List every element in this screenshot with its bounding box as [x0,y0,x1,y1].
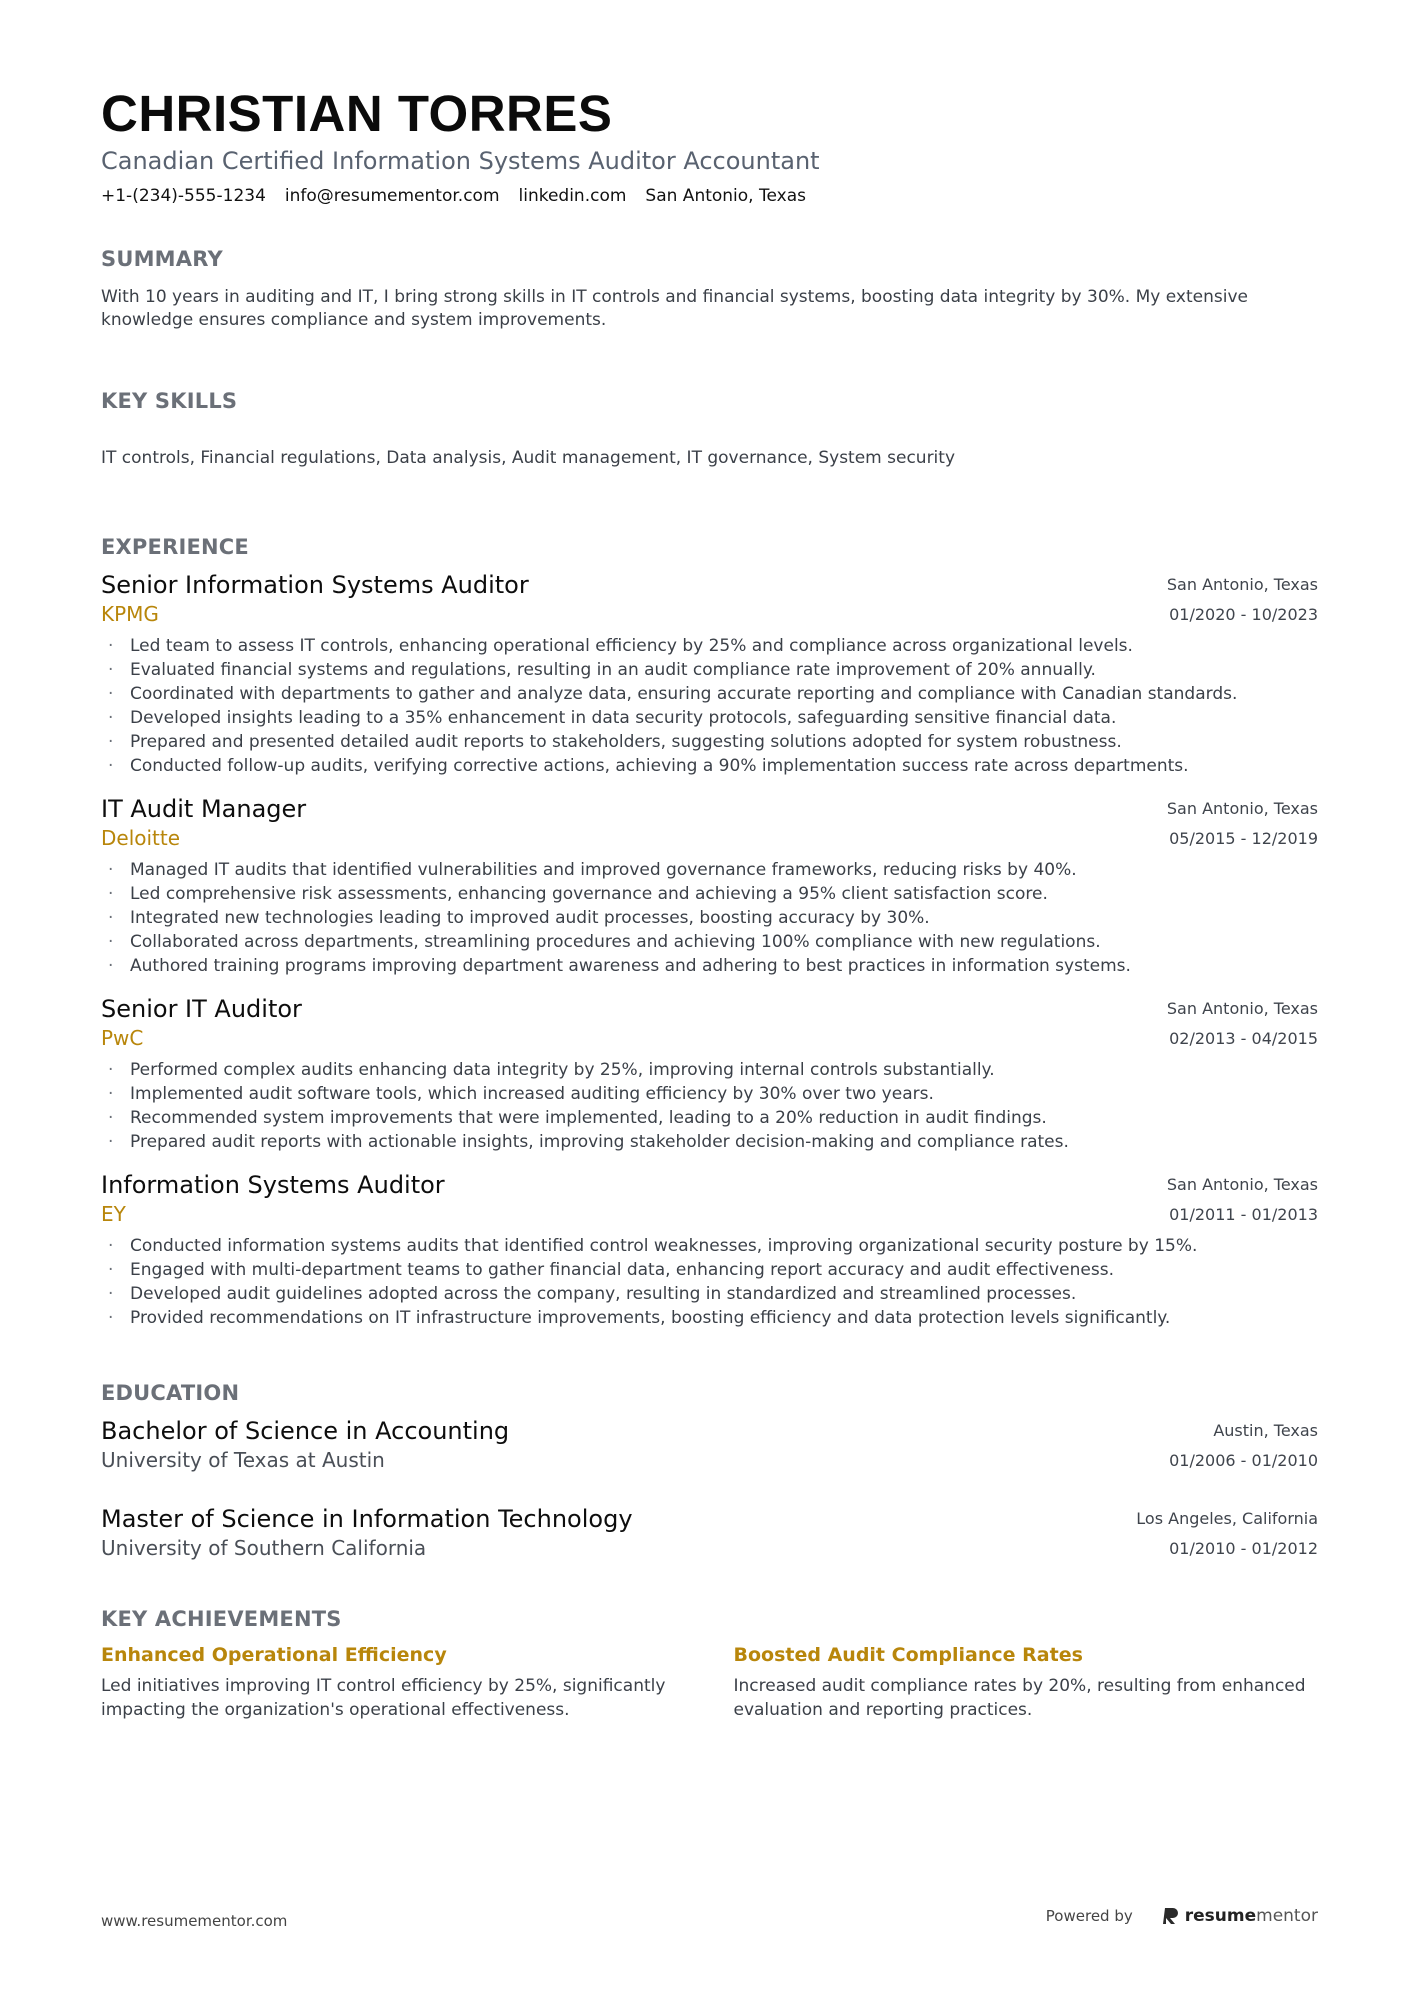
bullet-item: · Engaged with multi-department teams to gather financial data, enhancing report accuracy and audit effectiveness. [101,1258,1318,1282]
job-title: Senior Information Systems Auditor [101,571,529,599]
bullet-item: · Provided recommendations on IT infrastructure improvements, boosting efficiency and data protection levels significantly. [101,1306,1318,1330]
bullet-item: · Coordinated with departments to gather and analyze data, ensuring accurate reporting and compliance with Canadian standards. [101,682,1318,706]
job-location: San Antonio, Texas [1166,999,1318,1018]
school-name: University of Texas at Austin [101,1448,385,1472]
degree-title: Master of Science in Information Technology [101,1505,633,1533]
section-title-skills: KEY SKILLS [101,389,238,413]
bullet-item: · Authored training programs improving department awareness and adhering to best practices in information systems. [101,954,1318,978]
achievement-item [734,1642,1319,1722]
achievement-text: Increased audit compliance rates by 20%, resulting from enhanced evaluation and reporting practices. [733,1676,1306,1720]
candidate-name: CHRISTIAN TORRES [101,85,613,142]
job-bullets [101,634,1318,778]
job-bullets [101,858,1318,978]
job-dates: 05/2015 - 12/2019 [1169,829,1318,848]
achievement-title: Boosted Audit Compliance Rates [733,1644,1083,1666]
achievement-text: Led initiatives improving IT control efficiency by 25%, significantly impacting the organization's operational effectiveness. [101,1676,666,1720]
footer-website[interactable]: www.resumementor.com [101,1912,288,1930]
degree-title: Bachelor of Science in Accounting [101,1417,510,1445]
resumementor-logo-icon [1163,1907,1179,1925]
achievements-section [101,1606,1318,1722]
bullet-item: · Collaborated across departments, streamlining procedures and achieving 100% compliance with new regulations. [101,930,1318,954]
bullet-item: · Developed insights leading to a 35% enhancement in data security protocols, safeguarding sensitive financial data. [101,706,1318,730]
bullet-item: · Prepared and presented detailed audit reports to stakeholders, suggesting solutions adopted for system robustness. [101,730,1318,754]
education-dates: 01/2006 - 01/2010 [1169,1451,1318,1470]
summary-text: With 10 years in auditing and IT, I bring strong skills in IT controls and financial systems, boosting data integrity by 30%. My extensive knowledge ensures compliance and system improvements. [101,287,1248,330]
education-section [101,1380,1318,1564]
job-entry [101,570,1318,778]
job-location: San Antonio, Texas [1166,1175,1318,1194]
education-location: Austin, Texas [1213,1421,1318,1440]
summary-section [101,246,1318,332]
job-location: San Antonio, Texas [1166,575,1318,594]
section-title-education: EDUCATION [101,1381,240,1405]
company-name: EY [101,1202,126,1226]
linkedin[interactable]: linkedin.com [518,186,627,206]
section-title-experience: EXPERIENCE [101,535,249,559]
job-entry [101,994,1318,1154]
bullet-item: · Conducted information systems audits that identified control weaknesses, improving organizational security posture by 15%. [101,1234,1318,1258]
company-name: PwC [101,1026,144,1050]
bullet-item: · Evaluated financial systems and regulations, resulting in an audit compliance rate improvement of 20% annually. [101,658,1318,682]
brand-logo[interactable] [1163,1906,1318,1926]
job-bullets [101,1058,1318,1154]
experience-section [101,534,1318,1330]
education-location: Los Angeles, California [1136,1509,1318,1528]
bullet-item: · Conducted follow-up audits, verifying corrective actions, achieving a 90% implementation success rate across departments. [101,754,1318,778]
powered-by-label: Powered by [1045,1907,1133,1925]
bullet-item: · Managed IT audits that identified vulnerabilities and improved governance frameworks, reducing risks by 40%. [101,858,1318,882]
achievement-title: Enhanced Operational Efficiency [101,1644,447,1666]
section-title-summary: SUMMARY [101,247,223,271]
bullet-item: · Developed audit guidelines adopted across the company, resulting in standardized and streamlined processes. [101,1282,1318,1306]
achievements-grid [101,1642,1318,1722]
section-title-achievements: KEY ACHIEVEMENTS [101,1607,342,1631]
resume-content [101,84,1318,1722]
education-entry [101,1504,1318,1564]
location: San Antonio, Texas [645,186,806,206]
job-title: Senior IT Auditor [101,995,302,1023]
education-entry [101,1416,1318,1476]
bullet-item: · Recommended system improvements that were implemented, leading to a 20% reduction in audit findings. [101,1106,1318,1130]
skills-section [101,388,1318,470]
company-name: Deloitte [101,826,181,850]
company-name: KPMG [101,602,159,626]
bullet-item: · Performed complex audits enhancing data integrity by 25%, improving internal controls substantially. [101,1058,1318,1082]
job-dates: 02/2013 - 04/2015 [1169,1029,1318,1048]
school-name: University of Southern California [101,1536,427,1560]
job-title: Information Systems Auditor [101,1171,445,1199]
bullet-item: · Integrated new technologies leading to improved audit processes, boosting accuracy by 30%. [101,906,1318,930]
job-entry [101,794,1318,978]
phone: +1-(234)-555-1234 [101,186,266,206]
brand-name-light: mentor [1256,1906,1318,1926]
job-dates: 01/2020 - 10/2023 [1169,605,1318,624]
job-title: IT Audit Manager [101,795,307,823]
job-dates: 01/2011 - 01/2013 [1169,1205,1318,1224]
job-location: San Antonio, Texas [1166,799,1318,818]
bullet-item: · Prepared audit reports with actionable insights, improving stakeholder decision-making and compliance rates. [101,1130,1318,1154]
bullet-item: · Led team to assess IT controls, enhancing operational efficiency by 25% and compliance across organizational levels. [101,634,1318,658]
brand-name-bold: resume [1184,1906,1257,1926]
achievement-item [101,1642,686,1722]
headline: Canadian Certified Information Systems Auditor Accountant [101,147,820,175]
contact-row [101,184,1318,208]
job-bullets [101,1234,1318,1330]
education-dates: 01/2010 - 01/2012 [1169,1539,1318,1558]
email[interactable]: info@resumementor.com [284,186,500,206]
footer-branding [1046,1906,1318,1926]
skills-text: IT controls, Financial regulations, Data analysis, Audit management, IT governance, System security [101,448,956,468]
job-entry [101,1170,1318,1330]
bullet-item: · Implemented audit software tools, which increased auditing efficiency by 30% over two years. [101,1082,1318,1106]
bullet-item: · Led comprehensive risk assessments, enhancing governance and achieving a 95% client satisfaction score. [101,882,1318,906]
